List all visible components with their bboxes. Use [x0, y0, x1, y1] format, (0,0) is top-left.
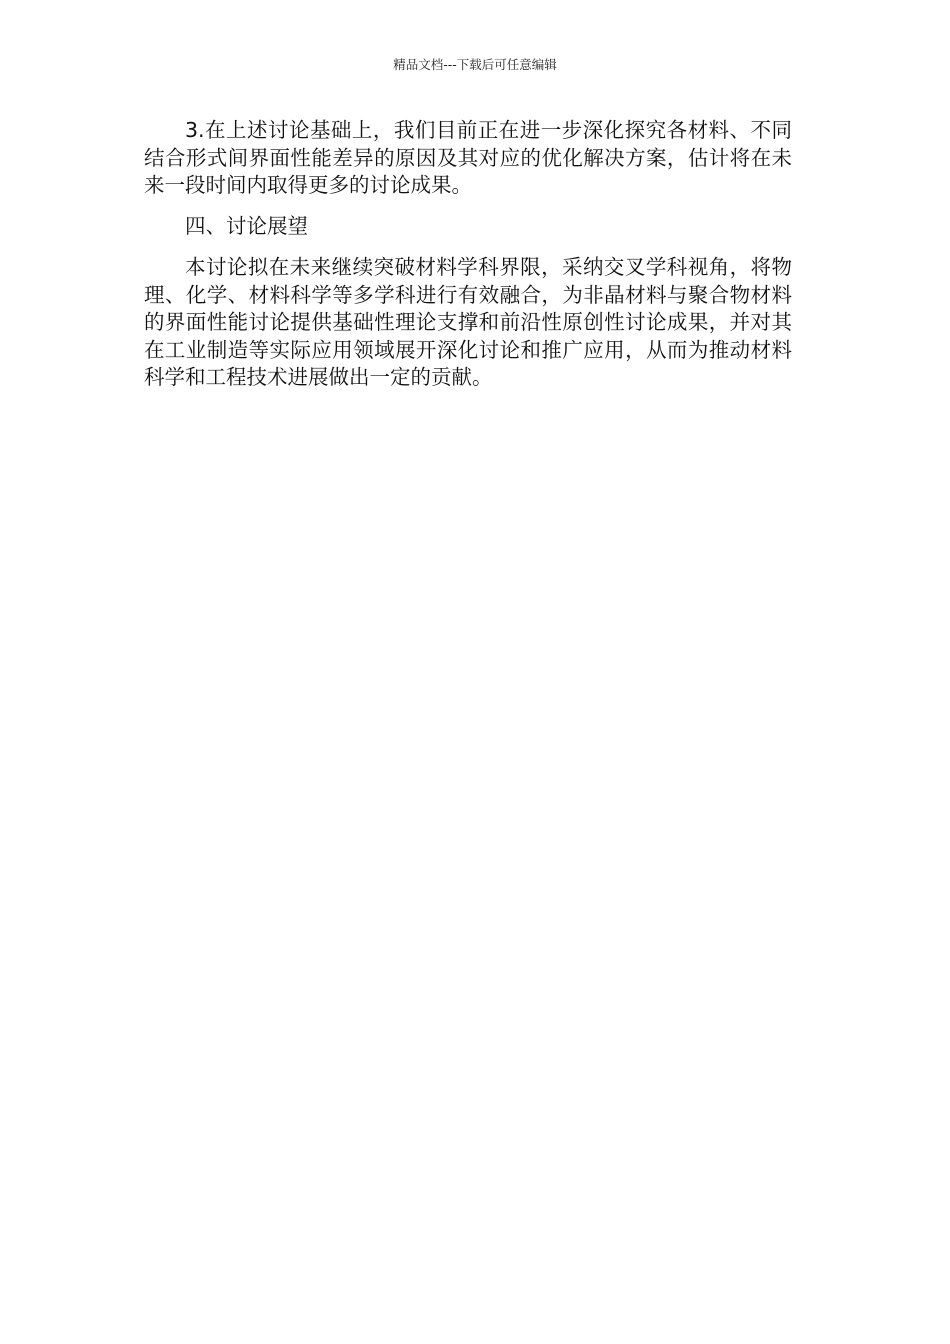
document-body — [144, 117, 792, 392]
paragraph-item-3: 3.在上述讨论基础上，我们目前正在进一步深化探究各材料、不同结合形式间界面性能差异的原因及其对应的优化解决方案，估计将在未来一段时间内取得更多的讨论成果。 — [144, 118, 792, 197]
outlook-paragraph: 本讨论拟在未来继续突破材料学科界限，采纳交叉学科视角，将物理、化学、材料科学等多学科进行有效融合，为非晶材料与聚合物材料的界面性能讨论提供基础性理论支撑和前沿性原创性讨论成果，并对其在工业制造等实际应用领域展开深化讨论和推广应用，从而为推动材料科学和工程技术进展做出一定的贡献。 — [144, 255, 792, 389]
page-header: 精品文档---下载后可任意编辑 — [393, 57, 557, 72]
section-heading: 四、讨论展望 — [185, 214, 308, 238]
